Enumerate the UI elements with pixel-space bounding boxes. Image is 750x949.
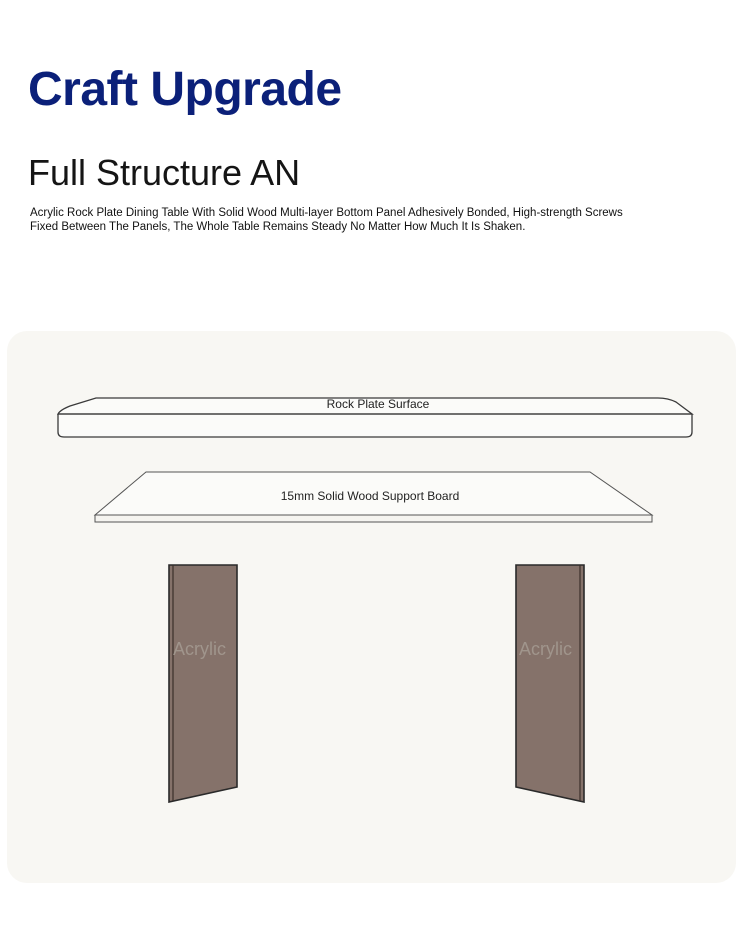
description-text: Acrylic Rock Plate Dining Table With Solid Wood Multi-layer Bottom Panel Adhesively Bonded, High-strength Screws Fixed Between The Panels, The Whole Table Remains Steady No Matter How Much It Is Shaken. (30, 207, 623, 233)
rock-plate-surface-label: Rock Plate Surface (326, 397, 430, 411)
page-subtitle: Full Structure AN (28, 152, 301, 193)
left-acrylic-leg (169, 565, 237, 802)
right-acrylic-leg (516, 565, 584, 802)
left-leg-label: Acrylic (173, 639, 226, 659)
page-title: Craft Upgrade (28, 63, 342, 116)
support-board-label: 15mm Solid Wood Support Board (280, 489, 460, 503)
right-leg-label: Acrylic (519, 639, 572, 659)
